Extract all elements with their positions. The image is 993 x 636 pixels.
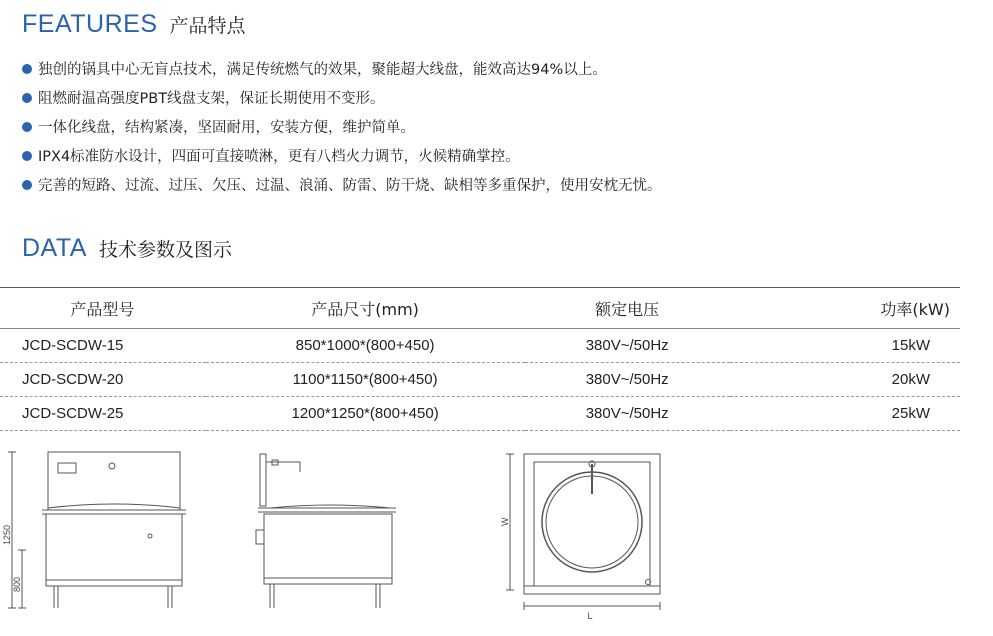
feature-text: IPX4标准防水设计，四面可直接喷淋，更有八档火力调节，火候精确掌控。 xyxy=(38,149,520,165)
side-cabinet-body xyxy=(264,514,392,584)
feature-item xyxy=(22,83,662,112)
features-heading xyxy=(22,10,246,39)
faucet-icon xyxy=(266,462,300,472)
cell-model: JCD-SCDW-25 xyxy=(0,397,206,431)
dim-label-total: 1250 xyxy=(2,524,12,545)
cell-model: JCD-SCDW-20 xyxy=(0,363,206,397)
col-header-size: 产品尺寸(mm) xyxy=(206,288,525,329)
data-heading-cn: 技术参数及图示 xyxy=(98,239,232,261)
cell-voltage: 380V~/50Hz xyxy=(525,363,730,397)
features-heading-cn: 产品特点 xyxy=(169,15,246,37)
dim-label-length: L xyxy=(587,611,593,621)
table-row xyxy=(0,363,960,397)
side-handle xyxy=(256,530,264,544)
cell-size: 1200*1250*(800+450) xyxy=(206,397,525,431)
bullet-icon xyxy=(22,151,32,161)
dim-label-body: 800 xyxy=(12,576,22,592)
col-header-model: 产品型号 xyxy=(0,288,206,329)
feature-text: 一体化线盘，结构紧凑，坚固耐用，安装方便，维护简单。 xyxy=(38,120,415,136)
back-splash xyxy=(48,452,180,510)
col-header-voltage: 额定电压 xyxy=(525,288,730,329)
cell-power: 15kW xyxy=(730,329,960,363)
feature-item xyxy=(22,170,662,199)
cell-power: 20kW xyxy=(730,363,960,397)
feature-text: 完善的短路、过流、过压、欠压、过温、浪涌、防雷、防干烧、缺相等多重保护，使用安枕无忧。 xyxy=(38,178,662,194)
bullet-icon xyxy=(22,122,32,132)
dim-label-width: W xyxy=(500,517,510,526)
switch-knob xyxy=(109,463,115,469)
data-heading-en: DATA xyxy=(22,234,87,262)
feature-text: 阻燃耐温高强度PBT线盘支架，保证长期使用不变形。 xyxy=(38,91,385,107)
feature-list xyxy=(22,54,662,199)
top-view-drawing xyxy=(490,430,680,630)
wok-surface xyxy=(48,504,180,508)
bullet-icon xyxy=(22,93,32,103)
cabinet-body xyxy=(46,514,182,586)
control-panel xyxy=(58,463,76,473)
cell-size: 1100*1150*(800+450) xyxy=(206,363,525,397)
cell-size: 850*1000*(800+450) xyxy=(206,329,525,363)
feature-text: 独创的锅具中心无盲点技术，满足传统燃气的效果，聚能超大线盘，能效高达94%以上。 xyxy=(38,62,607,78)
cell-power: 25kW xyxy=(730,397,960,431)
col-header-power: 功率(kW) xyxy=(730,288,960,329)
bullet-icon xyxy=(22,64,32,74)
feature-item xyxy=(22,141,662,170)
feature-item xyxy=(22,54,662,83)
cell-voltage: 380V~/50Hz xyxy=(525,329,730,363)
cell-model: JCD-SCDW-15 xyxy=(0,329,206,363)
table-row xyxy=(0,329,960,363)
front-view-drawing xyxy=(0,430,200,630)
body-knob xyxy=(148,534,152,538)
spec-table xyxy=(0,287,960,431)
table-header-row xyxy=(0,288,960,329)
table-row xyxy=(0,397,960,431)
feature-item xyxy=(22,112,662,141)
data-heading xyxy=(22,234,232,263)
features-heading-en: FEATURES xyxy=(22,10,158,38)
cell-voltage: 380V~/50Hz xyxy=(525,397,730,431)
bullet-icon xyxy=(22,180,32,190)
side-view-drawing xyxy=(240,430,410,630)
side-back-splash xyxy=(260,454,266,506)
